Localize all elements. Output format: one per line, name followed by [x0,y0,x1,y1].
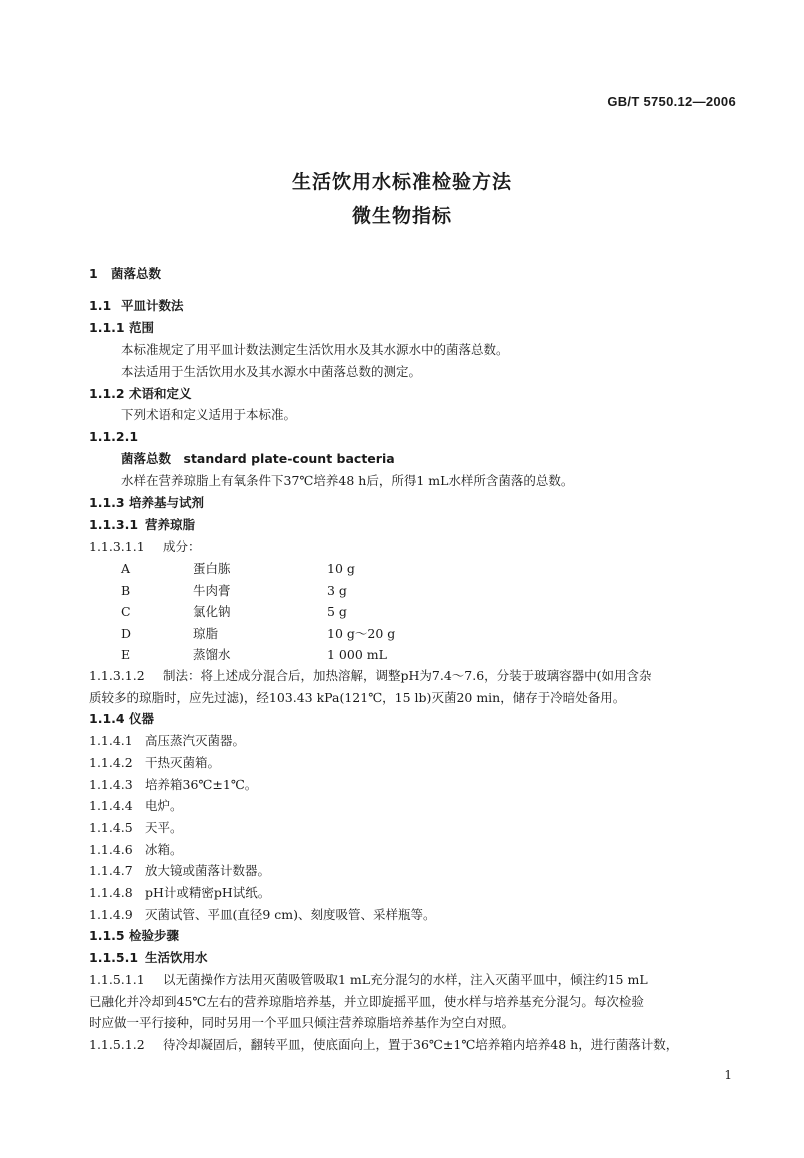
section-number: 1.1.3.1 [89,516,139,532]
section-number: 1.1.2 [89,385,125,401]
section-line [89,732,245,750]
section-number: 1.1.4.3 [89,776,133,792]
section-number: 1.1.3.1.2 [89,668,145,683]
section-line [89,949,208,967]
section-heading: 培养基与试剂 [129,495,205,510]
section-line [89,297,184,315]
section-number: 1.1.5.1.1 [89,971,145,987]
section-heading: 检验步骤 [129,928,180,944]
section-heading: 菌落总数 [111,266,162,281]
paragraph-text: 时应做一平行接种，同时另用一个平皿只倾注营养琼脂培养基作为空白对照。 [89,1015,515,1031]
paragraph-line [121,472,573,490]
paragraph-line [121,363,421,381]
section-number: 1.1.2.1 [89,429,139,445]
ingredient-amount: 10 g [327,561,355,576]
paragraph-line [89,1014,514,1032]
paragraph-line [89,689,625,707]
section-heading: 仪器 [129,711,155,727]
section-number: 1.1.4.6 [89,841,133,857]
section-line [89,667,652,685]
paragraph-line [121,450,395,468]
section-line [89,319,154,337]
section-line [89,797,183,815]
section-number: 1.1.5.1.2 [89,1036,145,1052]
paragraph-line [121,341,509,359]
section-line [89,516,195,534]
section-heading: 营养琼脂 [145,516,196,532]
ingredient-name: 蒸馏水 [193,647,231,662]
paragraph-text: 菌落总数 standard plate-count bacteria [121,451,395,467]
document-title: 生活饮用水标准检验方法 [291,171,512,193]
section-line [89,538,201,556]
section-heading: 术语和定义 [129,385,192,401]
section-number: 1 [89,266,98,281]
paragraph-text: 成分： [163,538,201,554]
section-line [89,971,648,989]
section-line [89,385,192,403]
page-number: 1 [724,1068,732,1082]
section-heading: 生活饮用水 [145,950,208,966]
ingredient-amount: 5 g [327,604,347,619]
ingredient-amount: 1 000 mL [327,647,387,662]
ingredient-key: C [121,604,131,619]
section-line [89,265,161,283]
section-number: 1.1.3 [89,495,125,510]
paragraph-text: 灭菌试管、平皿(直径9 cm)、刻度吸管、采样瓶等。 [145,906,436,922]
paragraph-text: 待冷却凝固后，翻转平皿，使底面向上，置于36℃±1℃培养箱内培养48 h，进行菌落计数， [163,1036,679,1052]
ingredient-name: 氯化钠 [193,604,231,619]
ingredient-name: 蛋白胨 [193,561,231,576]
paragraph-text: 本法适用于生活饮用水及其水源水中菌落总数的测定。 [121,363,422,379]
standard-number: GB/T 5750.12—2006 [607,94,736,109]
paragraph-line [89,993,644,1011]
section-number: 1.1.4.8 [89,885,133,900]
paragraph-text: 放大镜或菌落计数器。 [145,863,271,879]
section-heading: 平皿计数法 [121,297,184,313]
section-number: 1.1.4.5 [89,819,133,835]
section-line [89,1036,678,1054]
paragraph-text: pH计或精密pH试纸。 [145,885,271,900]
paragraph-text: 本标准规定了用平皿计数法测定生活饮用水及其水源水中的菌落总数。 [121,341,509,357]
section-number: 1.1.4.4 [89,798,133,814]
ingredient-amount: 10 g～20 g [327,625,396,641]
ingredient-name: 牛肉膏 [193,582,231,598]
ingredient-amount: 3 g [327,582,347,598]
section-line [89,776,257,794]
paragraph-text: 天平。 [145,819,183,835]
section-number: 1.1.3.1.1 [89,538,145,554]
section-line [89,494,204,512]
section-line [89,819,183,837]
paragraph-text: 培养箱36℃±1℃。 [145,776,258,792]
ingredient-key: D [121,625,132,641]
section-number: 1.1.1 [89,319,125,335]
section-number: 1.1.4 [89,711,125,727]
section-heading: 范围 [129,319,155,335]
section-line [89,906,436,924]
ingredient-key: A [121,561,131,576]
paragraph-text: 高压蒸汽灭菌器。 [145,733,246,749]
section-line [89,428,145,446]
section-number: 1.1.4.1 [89,733,133,749]
section-line [89,710,154,728]
section-line [89,841,183,859]
section-number: 1.1.5.1 [89,950,139,966]
paragraph-text: 制法：将上述成分混合后，加热溶解，调整pH为7.4～7.6，分装于玻璃容器中(如用含杂 [163,668,652,683]
ingredient-key: E [121,647,131,662]
paragraph-text: 质较多的琼脂时，应先过滤)，经103.43 kPa(121℃，15 lb)灭菌20 min，储存于冷暗处备用。 [89,689,626,705]
ingredient-name: 琼脂 [193,625,219,641]
section-number: 1.1.4.7 [89,863,133,879]
document-subtitle: 微生物指标 [351,205,452,227]
section-number: 1.1 [89,297,112,313]
paragraph-text: 水样在营养琼脂上有氧条件下37℃培养48 h后，所得1 mL水样所含菌落的总数。 [121,473,574,489]
section-line [89,884,270,902]
ingredient-key: B [121,582,131,598]
paragraph-text: 电炉。 [145,798,183,814]
section-number: 1.1.5 [89,928,125,944]
section-number: 1.1.4.9 [89,906,133,922]
section-number: 1.1.4.2 [89,754,133,770]
paragraph-text: 干热灭菌箱。 [145,754,221,770]
paragraph-text: 已融化并冷却到45℃左右的营养琼脂培养基，并立即旋摇平皿，使水样与培养基充分混匀。每次检验 [89,993,644,1009]
section-line [89,927,179,945]
paragraph-line [121,406,296,424]
paragraph-text: 下列术语和定义适用于本标准。 [121,407,297,423]
section-line [89,754,220,772]
paragraph-text: 以无菌操作方法用灭菌吸管吸取1 mL充分混匀的水样，注入灭菌平皿中，倾注约15 mL [163,971,648,987]
section-line [89,862,270,880]
paragraph-text: 冰箱。 [145,841,183,857]
